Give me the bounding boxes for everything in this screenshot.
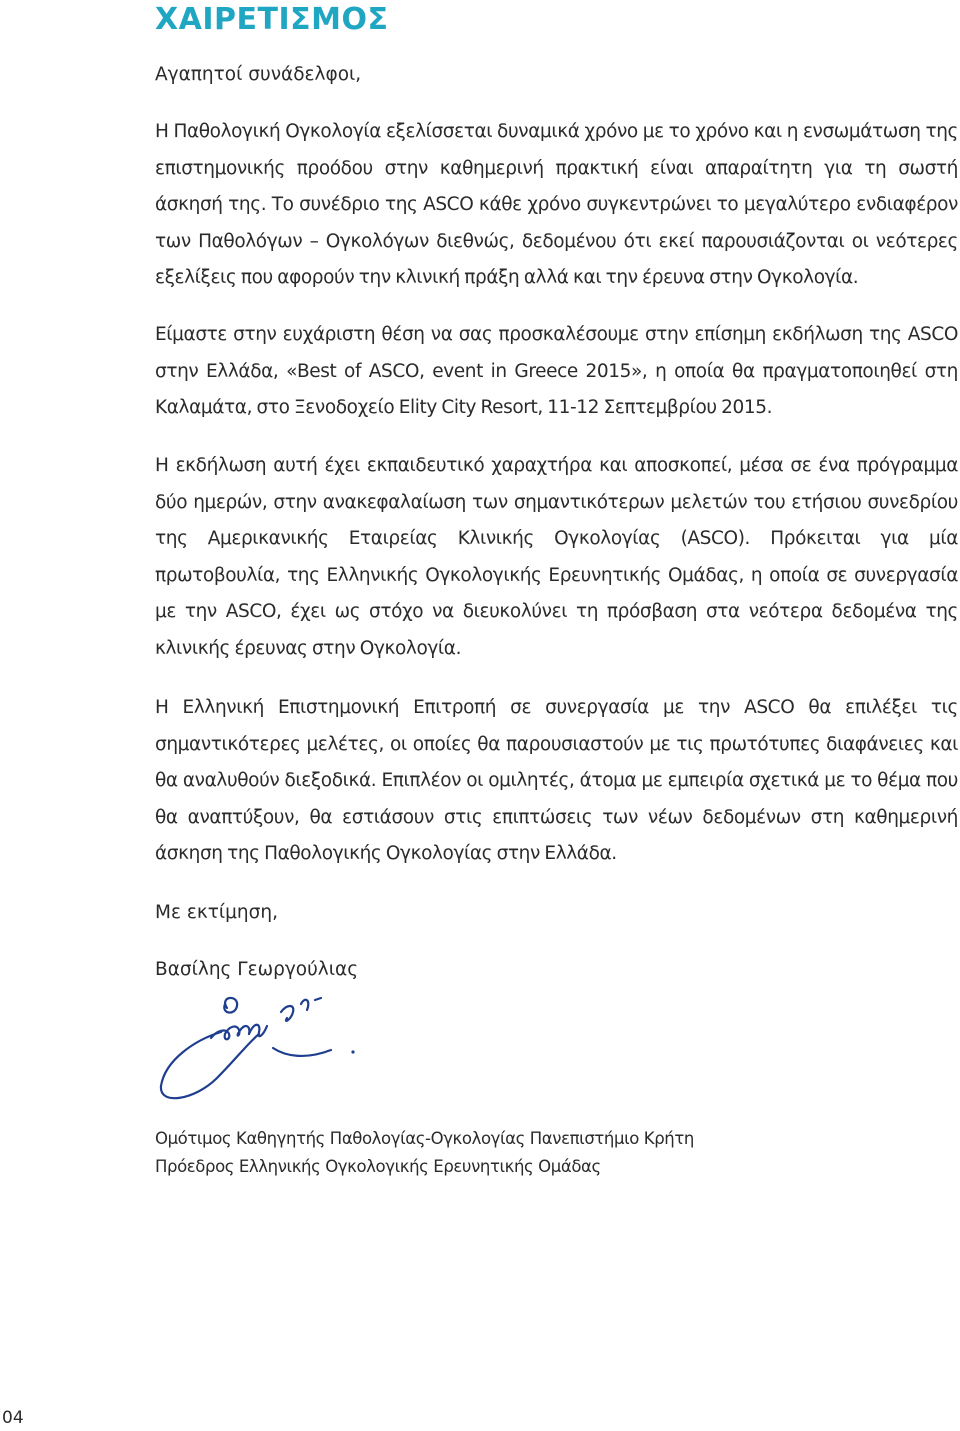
paragraph-intro: Η Παθολογική Ογκολογία εξελίσσεται δυναμικά χρόνο με το χρόνο και η ενσωμάτωση της επιστημονικής προόδου στην καθημερινή πρακτική είναι απαραίτητη για τη σωστή άσκησή της. Το συνέδριο της ASCO κάθε χρόνο συγκεντρώνει το μεγαλύτερο ενδιαφέρον των Παθολόγων – Ογκολόγων διεθνώς, δεδομένου ότι εκεί παρουσιάζονται οι νεότερες εξελίξεις που αφορούν την κλινική πράξη αλλά και την έρευνα στην Ογκολογία. <box>155 121 958 288</box>
page-title: ΧΑΙΡΕΤΙΣΜΟΣ <box>155 2 389 37</box>
signer-role-professor: Ομότιμος Καθηγητής Παθολογίας-Ογκολογίας Πανεπιστήμιο Κρήτη <box>155 1129 694 1148</box>
page-number: 04 <box>2 1408 24 1428</box>
closing-line: Με εκτίμηση, <box>155 902 278 923</box>
salutation: Αγαπητοί συνάδελφοι, <box>155 64 362 85</box>
paragraph-event-purpose: Η εκδήλωση αυτή έχει εκπαιδευτικό χαραχτήρα και αποσκοπεί, μέσα σε ένα πρόγραμμα δύο ημερών, στην ανακεφαλαίωση των σημαντικότερων μελετών του ετήσιου συνεδρίου της Αμερικανικής Εταιρείας Κλινικής Ογκολογίας (ASCO). Πρόκειται για μία πρωτοβουλία, της Ελληνικής Ογκολογικής Ερευνητικής Ομάδας, η οποία σε συνεργασία με την ASCO, έχει ως στόχο να διευκολύνει τη πρόσβαση στα νεότερα δεδομένα της κλινικής έρευνας στην Ογκολογία. <box>155 455 958 659</box>
handwritten-signature <box>155 990 395 1110</box>
paragraph-invitation: Είμαστε στην ευχάριστη θέση να σας προσκαλέσουμε στην επίσημη εκδήλωση της ASCO στην Ελλάδα, «Best of ASCO, event in Greece 2015», η οποία θα πραγματοποιηθεί στη Καλαμάτα, στο Ξενοδοχείο Elity City Resort, 11-12 Σεπτεμβρίου 2015. <box>155 324 958 418</box>
signer-name: Βασίλης Γεωργούλιας <box>155 959 359 980</box>
signer-role-president: Πρόεδρος Ελληνικής Ογκολογικής Ερευνητικής Ομάδας <box>155 1157 601 1176</box>
paragraph-committee: Η Ελληνική Επιστημονική Επιτροπή σε συνεργασία με την ASCO θα επιλέξει τις σημαντικότερες μελέτες, οι οποίες θα παρουσιαστούν με τις πρωτότυπες διαφάνειες και θα αναλυθούν διεξοδικά. Επιπλέον οι ομιλητές, άτομα με εμπειρία σχετικά με το θέμα που θα αναπτύξουν, θα εστιάσουν στις επιπτώσεις των νέων δεδομένων στη καθημερινή άσκηση της Παθολογικής Ογκολογίας στην Ελλάδα. <box>155 697 958 864</box>
